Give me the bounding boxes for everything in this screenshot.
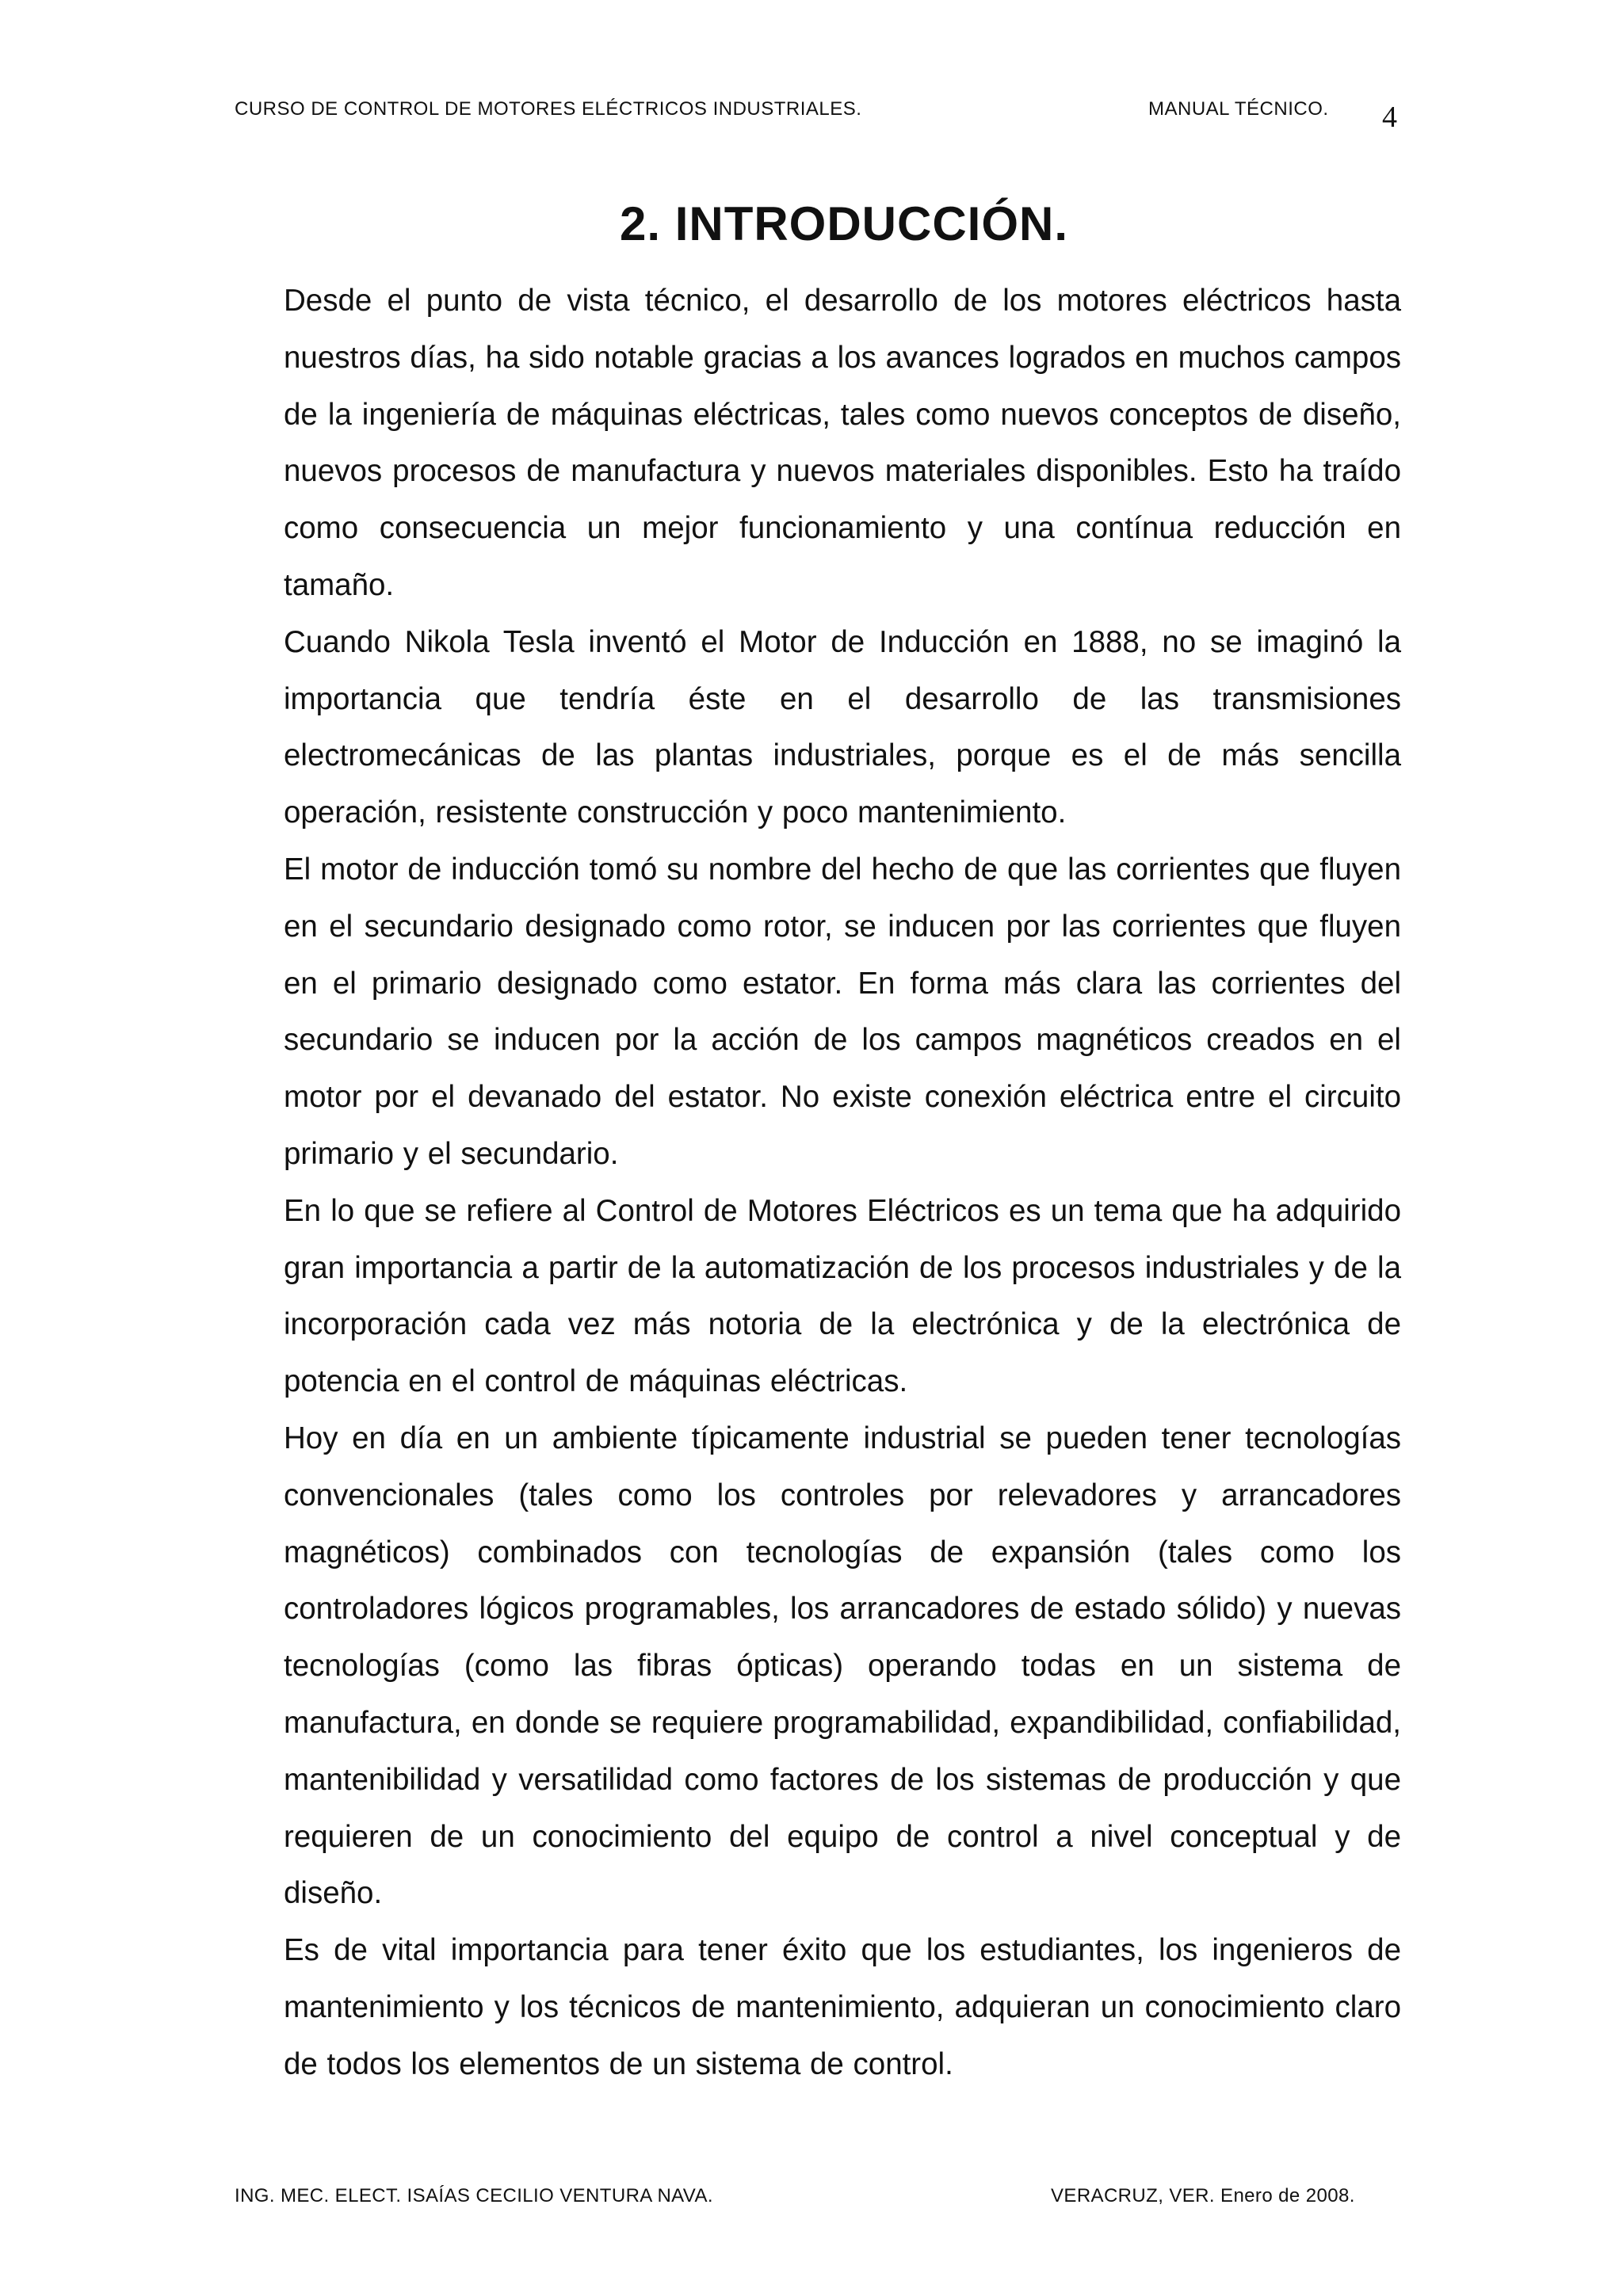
footer-place-date: VERACRUZ, VER. Enero de 2008. <box>1051 2185 1355 2206</box>
paragraph: En lo que se refiere al Control de Motores Eléctricos es un tema que ha adquirido gran importancia a partir de la automatización de los procesos industriales y de la incorporación cada vez más notoria de la electrónica y de la electrónica de potencia en el control de máquinas eléctricas. <box>284 1193 1401 1399</box>
page-number: 4 <box>1382 101 1397 134</box>
section-title: 2. INTRODUCCIÓN. <box>619 197 1069 250</box>
header-manual-label: MANUAL TÉCNICO. <box>1148 98 1329 120</box>
body-text <box>284 273 1401 2093</box>
paragraph: Hoy en día en un ambiente típicamente industrial se pueden tener tecnologías convencionales (tales como los controles por relevadores y arrancadores magnéticos) combinados con tecnologías de expansión (tales como los controladores lógicos programables, los arrancadores de estado sólido) y nuevas tecnologías (como las fibras ópticas) operando todas en un sistema de manufactura, en donde se requiere programabilidad, expandibilidad, confiabilidad, mantenibilidad y versatilidad como factores de los sistemas de producción y que requieren de un conocimiento del equipo de control a nivel conceptual y de diseño. <box>284 1421 1401 1911</box>
paragraph: Desde el punto de vista técnico, el desarrollo de los motores eléctricos hasta nuestros días, ha sido notable gracias a los avances logrados en muchos campos de la ingeniería de máquinas eléctricas, tales como nuevos conceptos de diseño, nuevos procesos de manufactura y nuevos materiales disponibles. Esto ha traído como consecuencia un mejor funcionamiento y una contínua reducción en tamaño. <box>284 284 1401 602</box>
paragraph: El motor de inducción tomó su nombre del hecho de que las corrientes que fluyen en el secundario designado como rotor, se inducen por las corrientes que fluyen en el primario designado como estator. En forma más clara las corrientes del secundario se inducen por la acción de los campos magnéticos creados en el motor por el devanado del estator. No existe conexión eléctrica entre el circuito primario y el secundario. <box>284 852 1401 1171</box>
paragraph: Cuando Nikola Tesla inventó el Motor de Inducción en 1888, no se imaginó la importancia que tendría éste en el desarrollo de las transmisiones electromecánicas de las plantas industriales, porque es el de más sencilla operación, resistente construcción y poco mantenimiento. <box>284 624 1401 830</box>
footer-author: ING. MEC. ELECT. ISAÍAS CECILIO VENTURA NAVA. <box>235 2185 713 2206</box>
header-course-title: CURSO DE CONTROL DE MOTORES ELÉCTRICOS INDUSTRIALES. <box>235 98 862 120</box>
paragraph: Es de vital importancia para tener éxito que los estudiantes, los ingenieros de mantenimiento y los técnicos de mantenimiento, adquieran un conocimiento claro de todos los elementos de un sistema de control. <box>284 1933 1401 2081</box>
